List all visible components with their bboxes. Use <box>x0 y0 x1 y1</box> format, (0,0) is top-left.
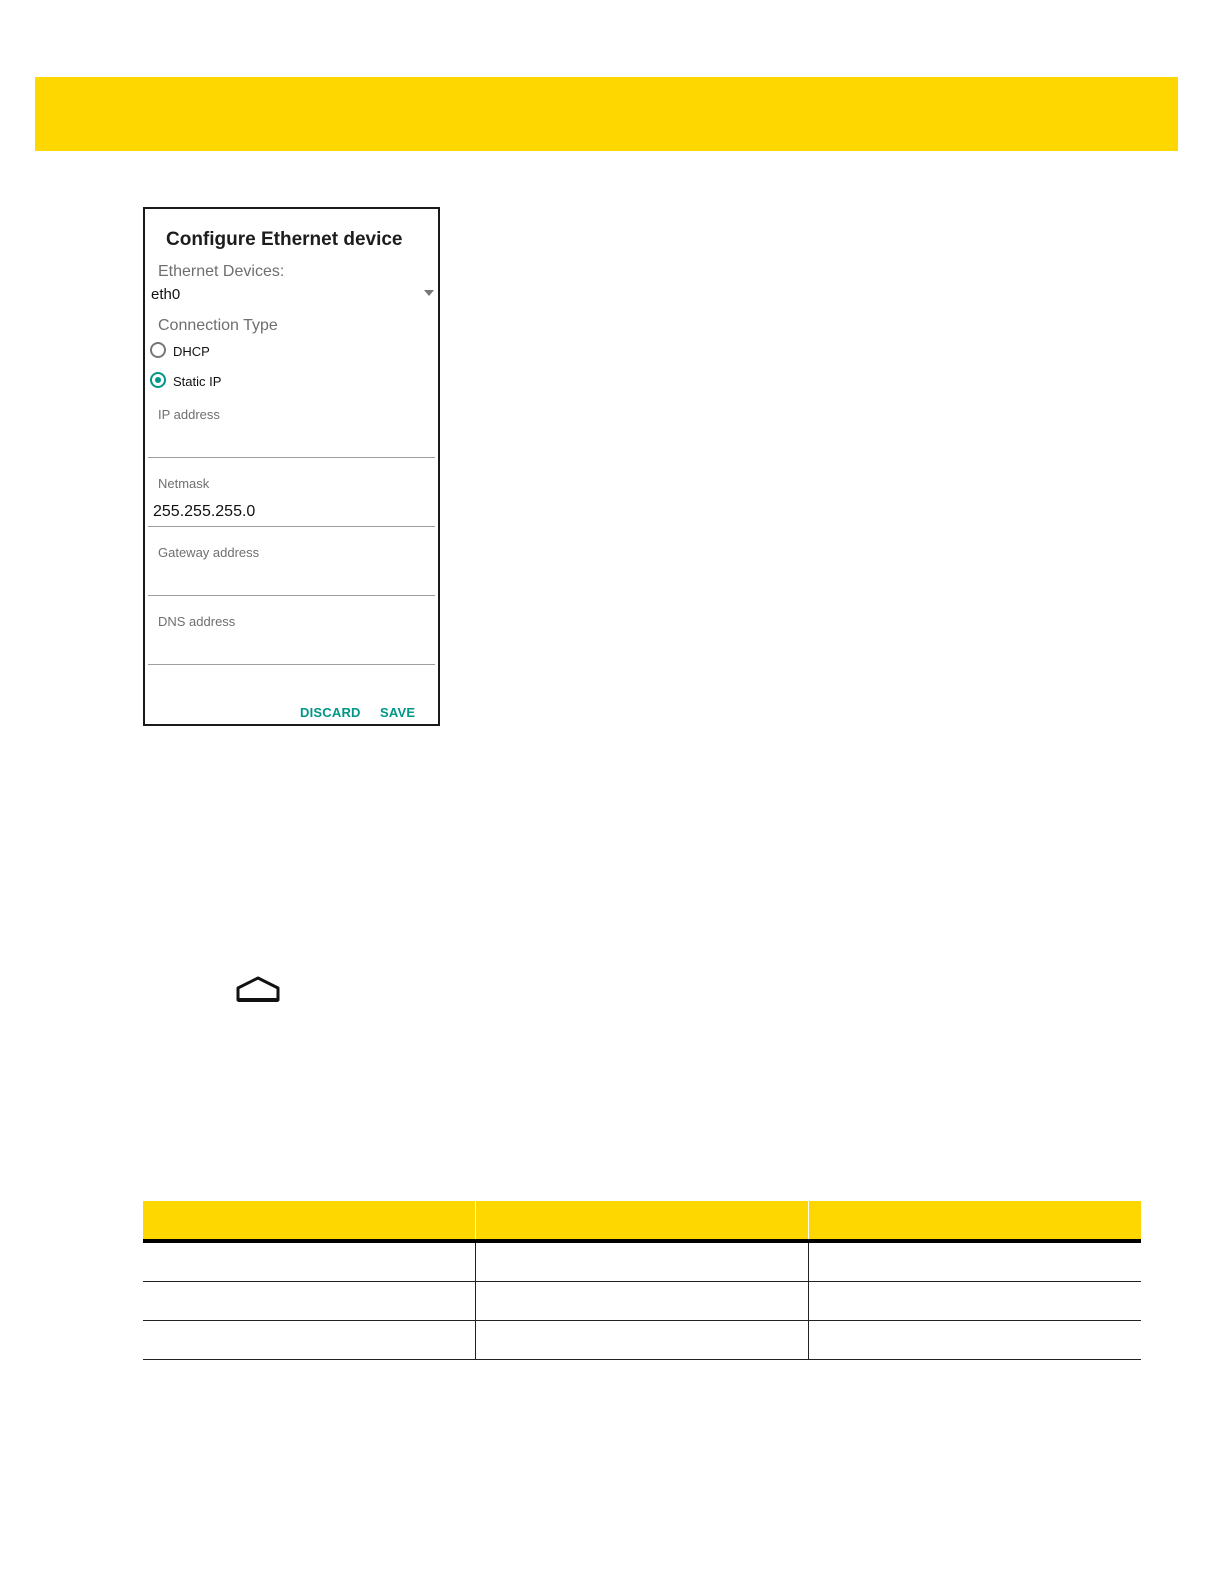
table-header-cell <box>808 1201 1141 1241</box>
table-header-row <box>143 1201 1141 1241</box>
gateway-address-input[interactable] <box>153 567 433 591</box>
table-cell <box>808 1282 1141 1321</box>
save-button[interactable]: SAVE <box>380 705 416 720</box>
table-cell <box>476 1321 809 1360</box>
table-cell <box>143 1282 476 1321</box>
netmask-input[interactable]: 255.255.255.0 <box>153 503 256 520</box>
netmask-underline <box>148 526 435 527</box>
header-band <box>35 77 1178 151</box>
static-ip-label[interactable]: Static IP <box>173 374 222 389</box>
table-cell <box>808 1241 1141 1282</box>
ip-address-underline <box>148 457 435 458</box>
table-row <box>143 1321 1141 1360</box>
ethernet-devices-label: Ethernet Devices: <box>158 263 285 280</box>
gateway-address-underline <box>148 595 435 596</box>
dns-address-label: DNS address <box>158 614 236 629</box>
dhcp-label[interactable]: DHCP <box>173 344 210 359</box>
connection-type-label: Connection Type <box>158 317 278 334</box>
dialog-title: Configure Ethernet device <box>166 229 403 250</box>
configure-ethernet-dialog <box>143 207 440 726</box>
dhcp-radio[interactable] <box>150 342 166 358</box>
dns-address-input[interactable] <box>153 636 433 660</box>
table-header-cell <box>143 1201 476 1241</box>
table-cell <box>143 1321 476 1360</box>
netmask-label: Netmask <box>158 476 210 491</box>
table-cell <box>476 1282 809 1321</box>
ethernet-device-select[interactable]: eth0 <box>151 286 181 303</box>
table-cell <box>143 1241 476 1282</box>
ip-address-input[interactable] <box>153 429 433 453</box>
chevron-down-icon[interactable] <box>424 290 434 296</box>
discard-button[interactable]: DISCARD <box>300 705 361 720</box>
table-row <box>143 1241 1141 1282</box>
home-icon <box>235 975 281 1003</box>
table-row <box>143 1282 1141 1321</box>
ip-address-label: IP address <box>158 407 220 422</box>
static-ip-radio[interactable] <box>150 372 166 388</box>
gateway-address-label: Gateway address <box>158 545 260 560</box>
table-cell <box>476 1241 809 1282</box>
table-cell <box>808 1321 1141 1360</box>
data-table <box>143 1201 1141 1360</box>
dns-address-underline <box>148 664 435 665</box>
table-header-cell <box>476 1201 809 1241</box>
